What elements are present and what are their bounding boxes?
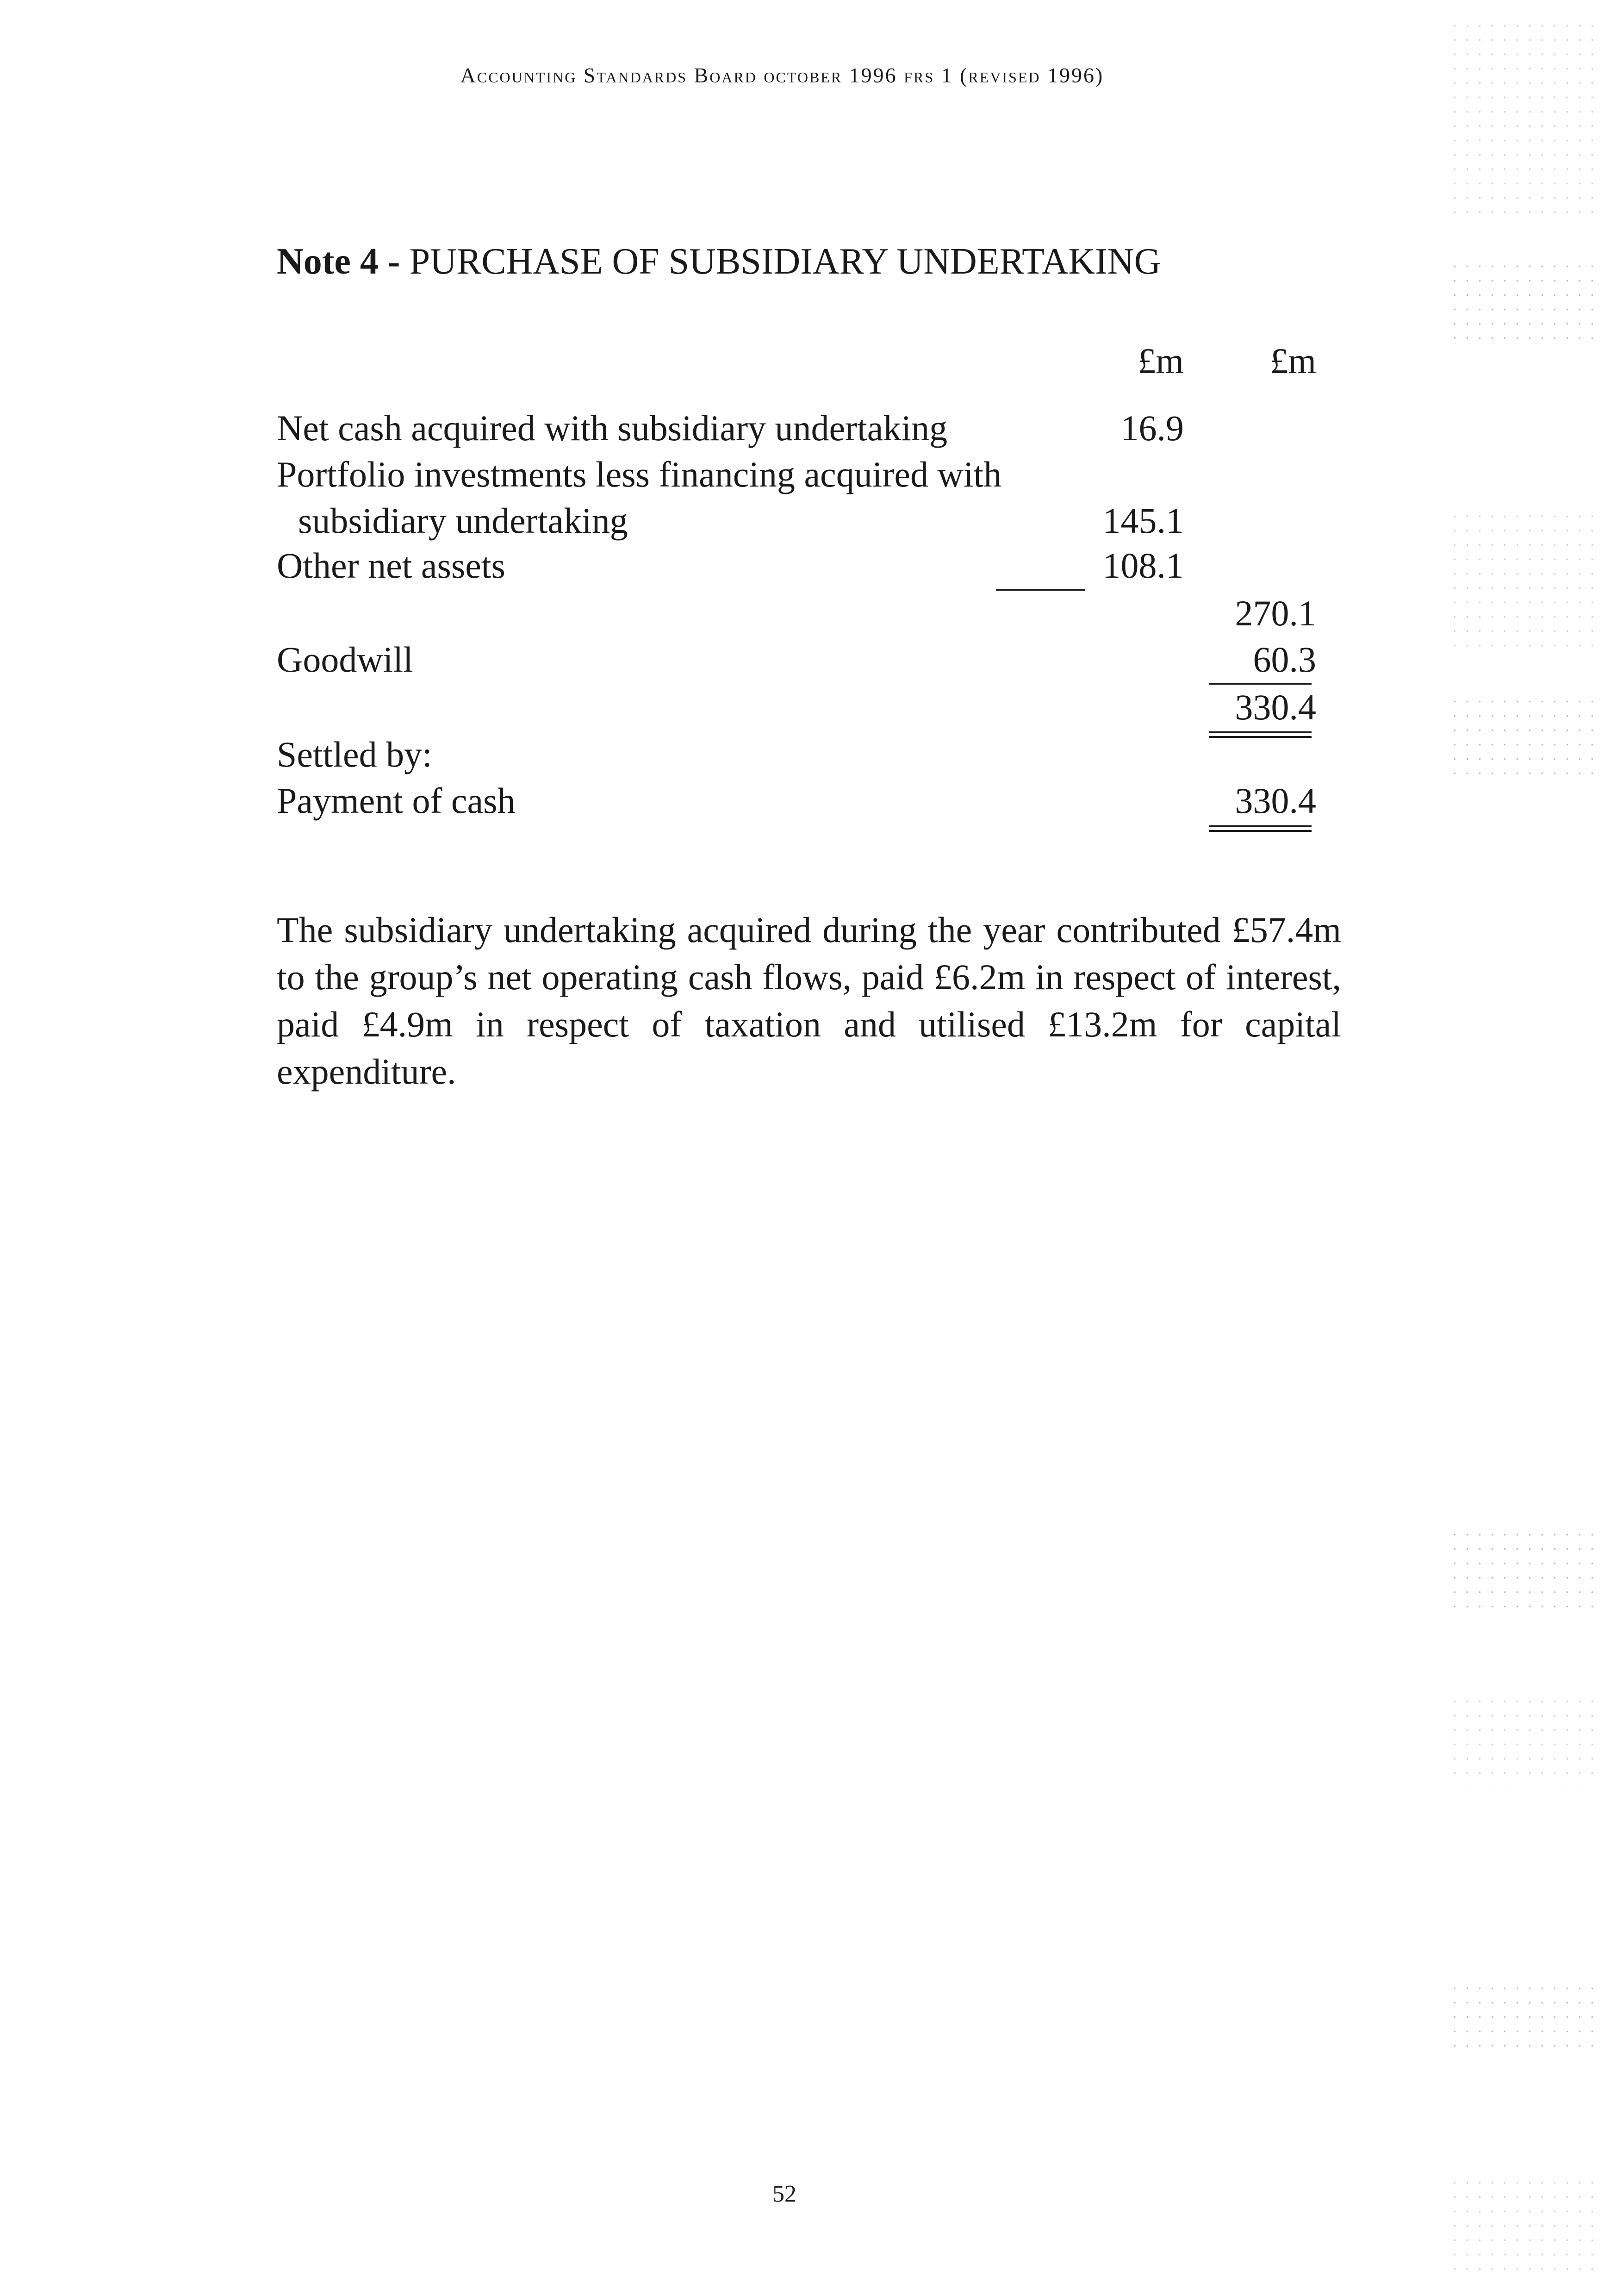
table-row bbox=[277, 778, 1318, 824]
row-label: Portfolio investments less financing acquired with bbox=[277, 454, 1002, 494]
column-header-row bbox=[277, 338, 1318, 384]
table-row bbox=[277, 731, 1318, 778]
row-value-col2: 330.4 bbox=[1235, 780, 1316, 821]
col1-unit: £m bbox=[1138, 341, 1184, 381]
scan-speckle bbox=[1449, 1528, 1601, 1611]
table-row bbox=[277, 451, 1318, 498]
scan-speckle bbox=[1449, 1694, 1601, 1787]
row-value-col1: 16.9 bbox=[1120, 408, 1184, 448]
note-title: PURCHASE OF SUBSIDIARY UNDERTAKING bbox=[409, 241, 1161, 282]
running-head: Accounting Standards Board october 1996 frs 1 (revised 1996) bbox=[460, 63, 1104, 87]
col2-unit: £m bbox=[1270, 341, 1316, 381]
table-row bbox=[277, 590, 1318, 636]
table-row bbox=[277, 543, 1318, 589]
scan-speckle bbox=[1449, 1981, 1601, 2055]
row-value-col2: 60.3 bbox=[1253, 639, 1316, 680]
double-rule bbox=[1209, 825, 1312, 832]
scan-speckle bbox=[1449, 19, 1601, 213]
scan-speckle bbox=[1449, 2176, 1601, 2277]
table-row bbox=[277, 684, 1318, 730]
scan-speckle bbox=[1449, 694, 1601, 778]
table-row bbox=[277, 498, 1318, 544]
note-number: Note 4 - bbox=[277, 241, 400, 282]
row-label: Other net assets bbox=[277, 545, 505, 586]
page-number: 52 bbox=[772, 2181, 796, 2207]
scan-speckle bbox=[1449, 259, 1601, 343]
body-paragraph: The subsidiary undertaking acquired during the year contributed £57.4m to the group’s net operating cash flows, paid £6.2m in respect of interest, paid £4.9m in respect of taxation and utilised £13.2m for capital expenditure. bbox=[277, 910, 1341, 1092]
row-label: Settled by: bbox=[277, 734, 432, 774]
scan-speckle bbox=[1449, 509, 1601, 648]
row-label: Net cash acquired with subsidiary undertaking bbox=[277, 408, 948, 448]
note-heading bbox=[277, 241, 1161, 283]
row-value-col1: 145.1 bbox=[1102, 500, 1184, 541]
table-row bbox=[277, 636, 1318, 683]
row-value-col2: 330.4 bbox=[1235, 687, 1316, 727]
table-row bbox=[277, 405, 1318, 451]
row-value-col1: 108.1 bbox=[1102, 545, 1184, 586]
row-label: Goodwill bbox=[277, 639, 413, 680]
row-label: subsidiary undertaking bbox=[298, 500, 628, 541]
row-label: Payment of cash bbox=[277, 780, 516, 821]
row-value-col2: 270.1 bbox=[1235, 593, 1316, 633]
